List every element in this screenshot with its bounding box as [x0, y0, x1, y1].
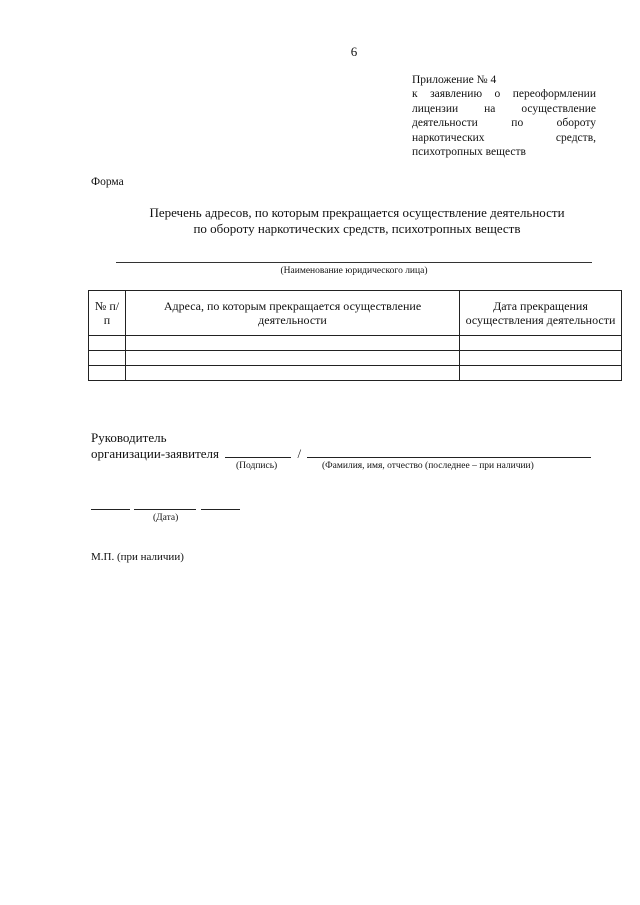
- table-cell[interactable]: [460, 366, 622, 381]
- seal-label: М.П. (при наличии): [91, 551, 184, 563]
- column-header-date: Дата прекращения осуществления деятельности: [460, 291, 622, 336]
- head-label: Руководитель: [91, 430, 167, 445]
- table-cell[interactable]: [126, 366, 460, 381]
- form-label: Форма: [91, 176, 124, 188]
- address-table: [88, 290, 622, 381]
- separator: /: [297, 446, 302, 461]
- appendix-line: наркотических средств,: [412, 131, 596, 144]
- org-name-field[interactable]: [116, 262, 592, 263]
- table-cell[interactable]: [89, 366, 126, 381]
- table-cell[interactable]: [460, 351, 622, 366]
- org-name-caption: (Наименование юридического лица): [280, 266, 428, 276]
- table-cell[interactable]: [126, 351, 460, 366]
- org-applicant-label: организации-заявителя: [91, 446, 220, 461]
- signature-caption: (Подпись): [236, 461, 278, 471]
- table-cell[interactable]: [89, 351, 126, 366]
- signature-field[interactable]: [225, 446, 291, 458]
- date-day-field[interactable]: [91, 500, 130, 510]
- table-row: [89, 336, 622, 351]
- appendix-line: лицензии на осуществление: [412, 102, 596, 115]
- date-year-field[interactable]: [201, 500, 240, 510]
- table-cell[interactable]: [89, 336, 126, 351]
- appendix-heading: Приложение № 4: [412, 74, 497, 86]
- appendix-line: психотропных веществ: [412, 146, 526, 159]
- appendix-line: деятельности по обороту: [412, 117, 596, 130]
- title-line: Перечень адресов, по которым прекращается осуществление деятельности: [149, 205, 565, 220]
- column-header-address: Адреса, по которым прекращается осуществление деятельности: [126, 291, 460, 336]
- table-header-row: [89, 291, 622, 336]
- date-caption: (Дата): [153, 513, 179, 523]
- appendix-block: [412, 73, 596, 159]
- appendix-line: к заявлению о переоформлении: [412, 88, 596, 101]
- title-line: по обороту наркотических средств, психотропных веществ: [193, 220, 521, 236]
- column-header-number: № п/п: [89, 291, 126, 336]
- table-row: [89, 366, 622, 381]
- signature-row: [91, 446, 591, 462]
- table-cell[interactable]: [126, 336, 460, 351]
- page-number: 6: [350, 44, 358, 59]
- full-name-field[interactable]: [307, 446, 591, 458]
- full-name-caption: (Фамилия, имя, отчество (последнее – при наличии): [322, 461, 534, 471]
- date-month-field[interactable]: [134, 500, 196, 510]
- document-title: [100, 205, 614, 236]
- table-row: [89, 351, 622, 366]
- table-cell[interactable]: [460, 336, 622, 351]
